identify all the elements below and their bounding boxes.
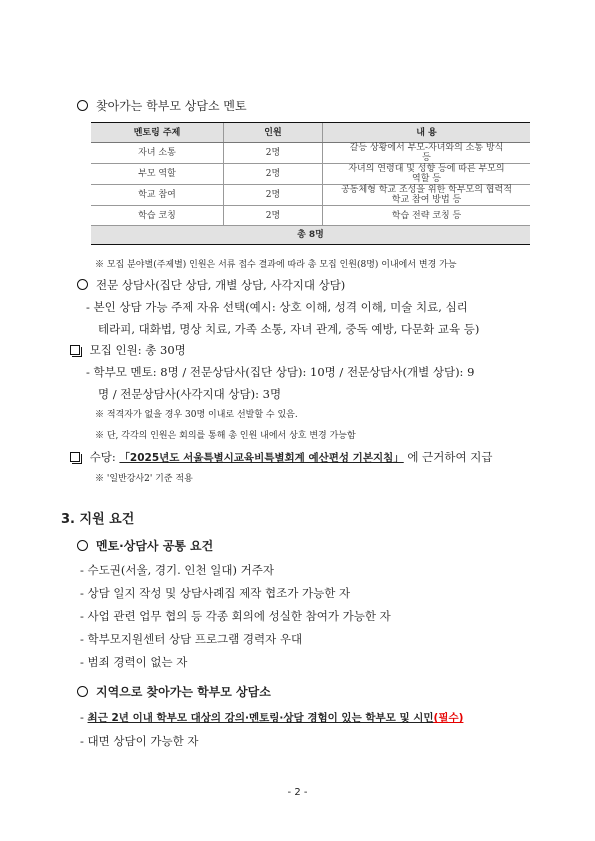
common-requirements-heading: 멘토·상담사 공통 요건 (77, 539, 213, 554)
list-item: - 범죄 경력이 없는 자 (80, 655, 188, 669)
list-item: - 수도권(서울, 경기. 인천 일대) 거주자 (80, 563, 274, 577)
region-requirement-1: - 최근 2년 이내 학부모 대상의 강의·멘토링·상담 경험이 있는 학부모 및 시민(필수) (80, 710, 464, 724)
table-row (91, 185, 530, 206)
table-row (91, 164, 530, 185)
cell-count: 2명 (224, 185, 323, 206)
mentor-table (91, 122, 530, 245)
table-note: ※ 모집 분야별(주제별) 인원은 서류 접수 결과에 따라 총 모집 인원(8명) 이내에서 변경 가능 (95, 260, 457, 270)
cell-count: 2명 (224, 143, 323, 164)
header-count: 인원 (224, 123, 323, 143)
table-total-row (91, 226, 530, 245)
list-item: - 사업 관련 업무 협의 등 각종 회의에 성실한 참여가 가능한 자 (80, 609, 391, 623)
recruit-note-1: ※ 적격자가 없을 경우 30명 이내로 선발할 수 있음. (95, 410, 298, 420)
page-number: - 2 - (287, 787, 308, 798)
recruit-line-2: 명 / 전문상담사(사각지대 상담): 3명 (98, 387, 282, 401)
cell-topic: 학교 참여 (91, 185, 224, 206)
expert-section-heading: 전문 상담사(집단 상담, 개별 상담, 사각지대 상담) (77, 278, 345, 293)
cell-content: 공동체형 학교 조성을 위한 학부모의 협력적 학교 참여 방법 등 (323, 185, 531, 206)
pay-note: ※ '일반강사2' 기준 적용 (95, 474, 193, 484)
expert-line-2: 테라피, 대화법, 명상 치료, 가족 소통, 자녀 관계, 중독 예방, 다문화 교육 등) (98, 322, 480, 336)
header-content: 내 용 (323, 123, 531, 143)
section-3-title: 3. 지원 요건 (61, 512, 135, 527)
required-tag: (필수) (433, 712, 464, 724)
header-topic: 멘토링 주제 (91, 123, 224, 143)
square-bullet-icon (70, 452, 80, 462)
circle-bullet-icon (77, 279, 88, 290)
cell-total: 총 8명 (91, 226, 530, 245)
region-requirements-heading: 지역으로 찾아가는 학부모 상담소 (77, 685, 271, 700)
region-requirement-2: - 대면 상담이 가능한 자 (80, 734, 199, 748)
table-row (91, 206, 530, 226)
region-requirement-1-text: 최근 2년 이내 학부모 대상의 강의·멘토링·상담 경험이 있는 학부모 및 시민 (87, 712, 434, 724)
table-row (91, 143, 530, 164)
recruit-line-1: - 학부모 멘토: 8명 / 전문상담사(집단 상담): 10명 / 전문상담사(개별 상담): 9 (86, 365, 475, 379)
table-header-row (91, 123, 530, 143)
recruit-heading: 모집 인원: 총 30명 (70, 343, 186, 358)
cell-topic: 자녀 소통 (91, 143, 224, 164)
recruit-note-2: ※ 단, 각각의 인원은 회의를 통해 총 인원 내에서 상호 변경 가능함 (95, 431, 356, 441)
mentor-section-heading: 찾아가는 학부모 상담소 멘토 (77, 99, 247, 114)
cell-content: 갈등 상황에서 부모-자녀와의 소통 방식 등 (323, 143, 531, 164)
circle-bullet-icon (77, 100, 88, 111)
cell-topic: 부모 역할 (91, 164, 224, 185)
square-bullet-icon (70, 345, 80, 355)
circle-bullet-icon (77, 686, 88, 697)
cell-topic: 학습 코칭 (91, 206, 224, 226)
cell-content: 자녀의 연령대 및 성향 등에 따른 부모의 역할 등 (323, 164, 531, 185)
list-item: - 상담 일지 작성 및 상담사례집 제작 협조가 가능한 자 (80, 586, 351, 600)
cell-count: 2명 (224, 206, 323, 226)
circle-bullet-icon (77, 540, 88, 551)
pay-basis: 「2025년도 서울특별시교육비특별회계 예산편성 기본지침」 (119, 452, 404, 464)
expert-line-1: - 본인 상담 가능 주제 자유 선택(예시: 상호 이해, 성격 이해, 미술 치료, 심리 (86, 300, 468, 314)
list-item: - 학부모지원센터 상담 프로그램 경력자 우대 (80, 632, 303, 646)
cell-count: 2명 (224, 164, 323, 185)
pay-line: 수당: 「2025년도 서울특별시교육비특별회계 예산편성 기본지침」 에 근거하여 지급 (70, 450, 492, 466)
cell-content: 학습 전략 코칭 등 (323, 206, 531, 226)
